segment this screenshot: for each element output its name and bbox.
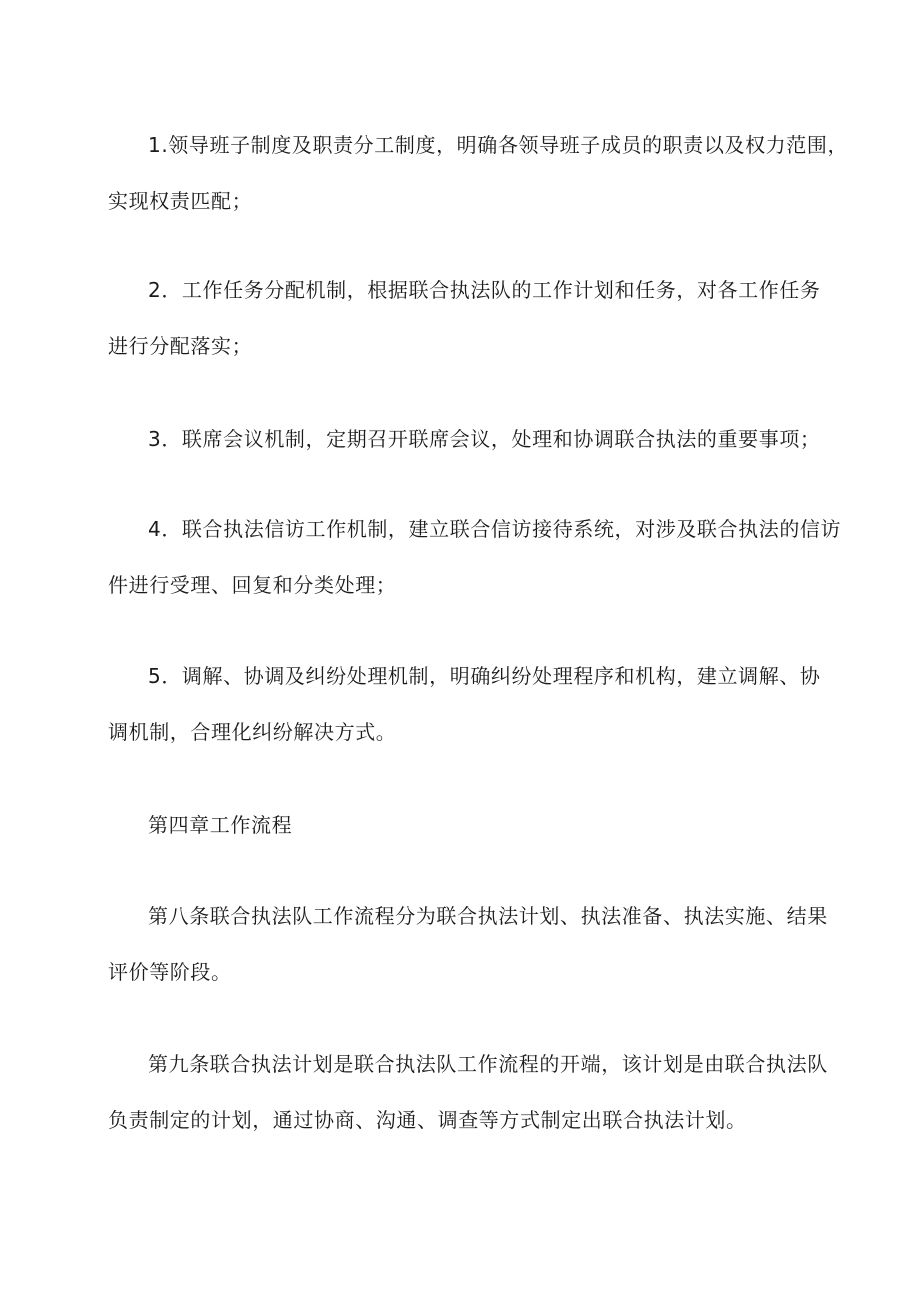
item-5-line-2: 调机制，合理化纠纷解决方式。: [108, 720, 397, 744]
item-4-line-2: 件进行受理、回复和分类处理；: [108, 573, 397, 597]
item-4-line-1: 4．联合执法信访工作机制，建立联合信访接待系统，对涉及联合执法的信访: [148, 517, 842, 541]
item-2-line-1: 2．工作任务分配机制，根据联合执法队的工作计划和任务，对各工作任务: [148, 278, 821, 302]
item-1-line-2: 实现权责匹配；: [108, 189, 253, 213]
article-9-line-1: 第九条联合执法计划是联合执法队工作流程的开端，该计划是由联合执法队: [148, 1052, 828, 1076]
item-1-line-1: 1.领导班子制度及职责分工制度，明确各领导班子成员的职责以及权力范围，: [148, 133, 849, 157]
article-9-line-2: 负责制定的计划，通过协商、沟通、调查等方式制定出联合执法计划。: [108, 1108, 747, 1132]
article-8-line-2: 评价等阶段。: [108, 960, 232, 984]
item-2-line-2: 进行分配落实；: [108, 334, 253, 358]
item-5-line-1: 5．调解、协调及纠纷处理机制，明确纠纷处理程序和机构，建立调解、协: [148, 664, 821, 688]
article-8-line-1: 第八条联合执法队工作流程分为联合执法计划、执法准备、执法实施、结果: [148, 904, 828, 928]
item-3-line-1: 3．联席会议机制，定期召开联席会议，处理和协调联合执法的重要事项；: [148, 427, 821, 451]
chapter-title: 第四章工作流程: [148, 813, 293, 837]
